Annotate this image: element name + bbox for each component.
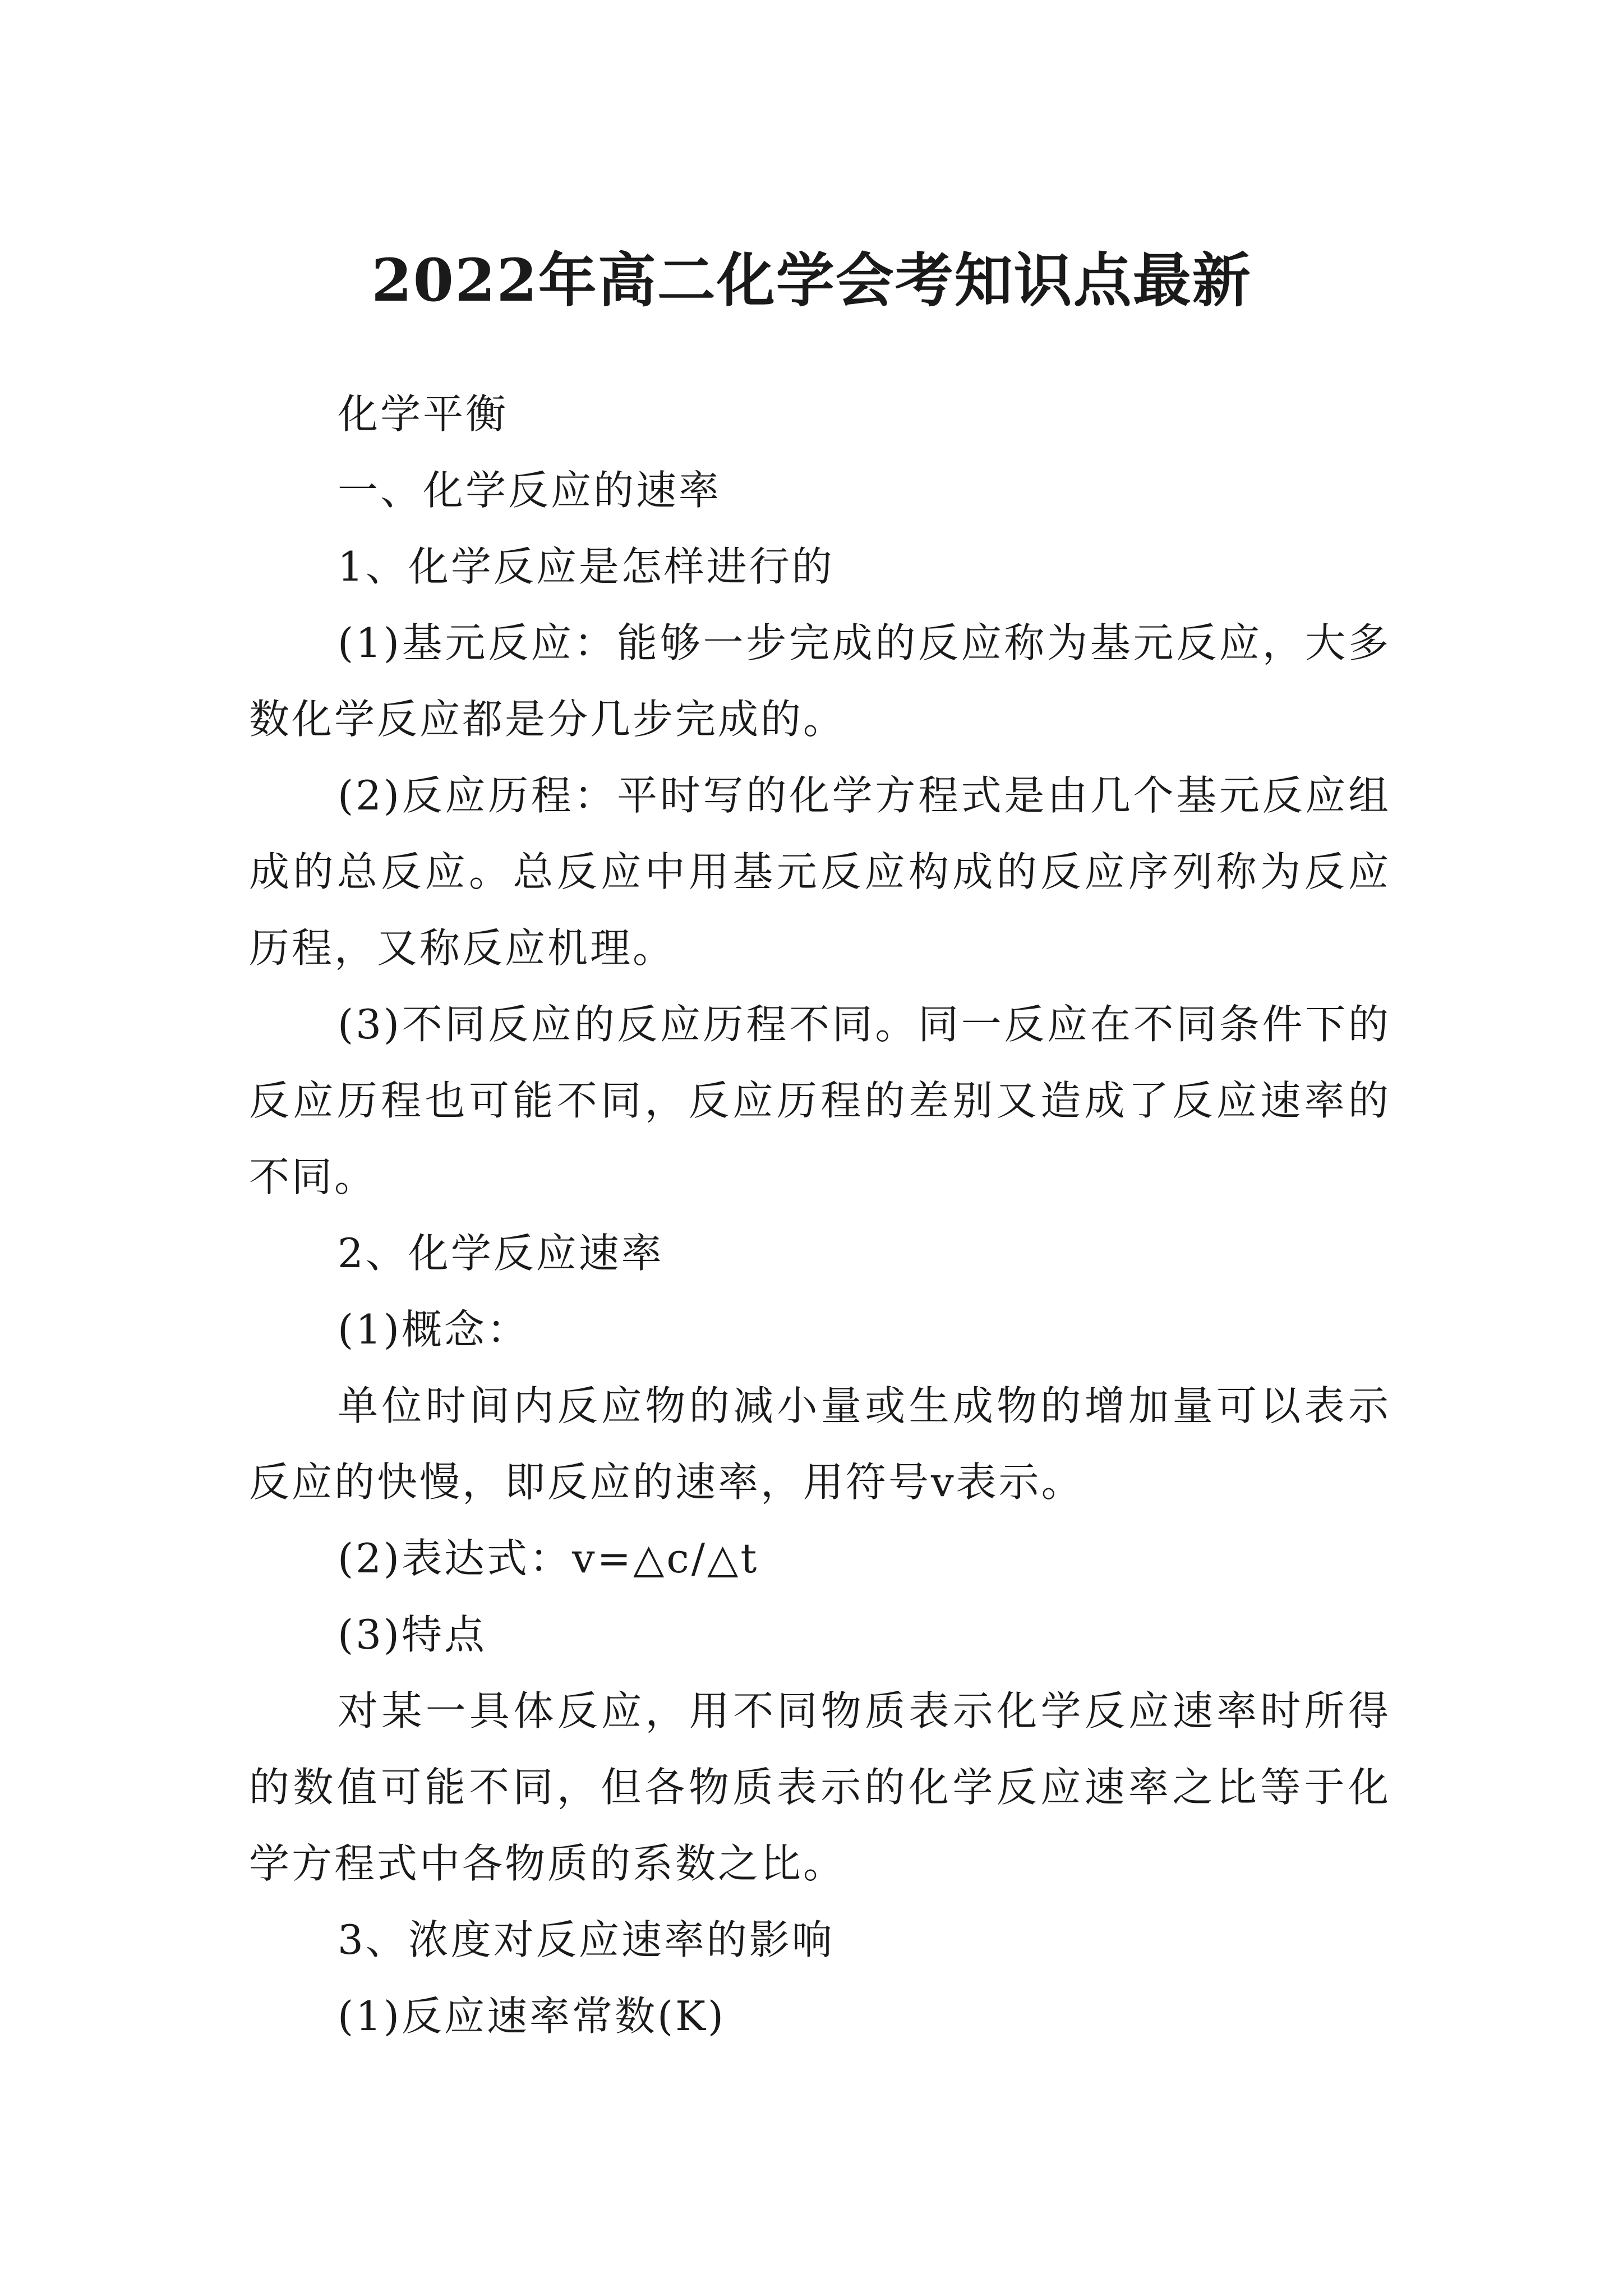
paragraph-concept-label: (1)概念： [338, 1306, 529, 1353]
paragraph-elementary-reaction: (1)基元反应：能够一步完成的反应称为基元反应，大多数化学反应都是分几步完成的。 [249, 619, 1391, 743]
paragraph-rate-constant: (1)反应速率常数(K) [338, 1993, 726, 2040]
paragraph-item-2: 2、化学反应速率 [338, 1230, 664, 1277]
paragraph-reaction-mechanism: (2)反应历程：平时写的化学方程式是由几个基元反应组成的总反应。总反应中用基元反应构成的反应序列称为反应历程，又称反应机理。 [249, 772, 1391, 972]
paragraph-item-1: 1、化学反应是怎样进行的 [338, 543, 834, 590]
paragraph-expression: (2)表达式：v=△c/△t [338, 1535, 759, 1582]
document-title: 2022年高二化学会考知识点最新 [371, 245, 1252, 315]
paragraph-features-label: (3)特点 [338, 1611, 487, 1658]
paragraph-concept-definition: 单位时间内反应物的减小量或生成物的增加量可以表示反应的快慢，即反应的速率，用符号v表示。 [249, 1382, 1391, 1506]
paragraph-section-heading: 化学平衡 [338, 390, 509, 438]
paragraph-features-text: 对某一具体反应，用不同物质表示化学反应速率时所得的数值可能不同，但各物质表示的化学反应速率之比等于化学方程式中各物质的系数之比。 [249, 1687, 1391, 1887]
paragraph-subheading-rate: 一、化学反应的速率 [338, 467, 722, 514]
document-body [249, 376, 1391, 2054]
paragraph-different-mechanisms: (3)不同反应的反应历程不同。同一反应在不同条件下的反应历程也可能不同，反应历程的差别又造成了反应速率的不同。 [249, 1001, 1391, 1200]
paragraph-item-3: 3、浓度对反应速率的影响 [338, 1916, 834, 1963]
